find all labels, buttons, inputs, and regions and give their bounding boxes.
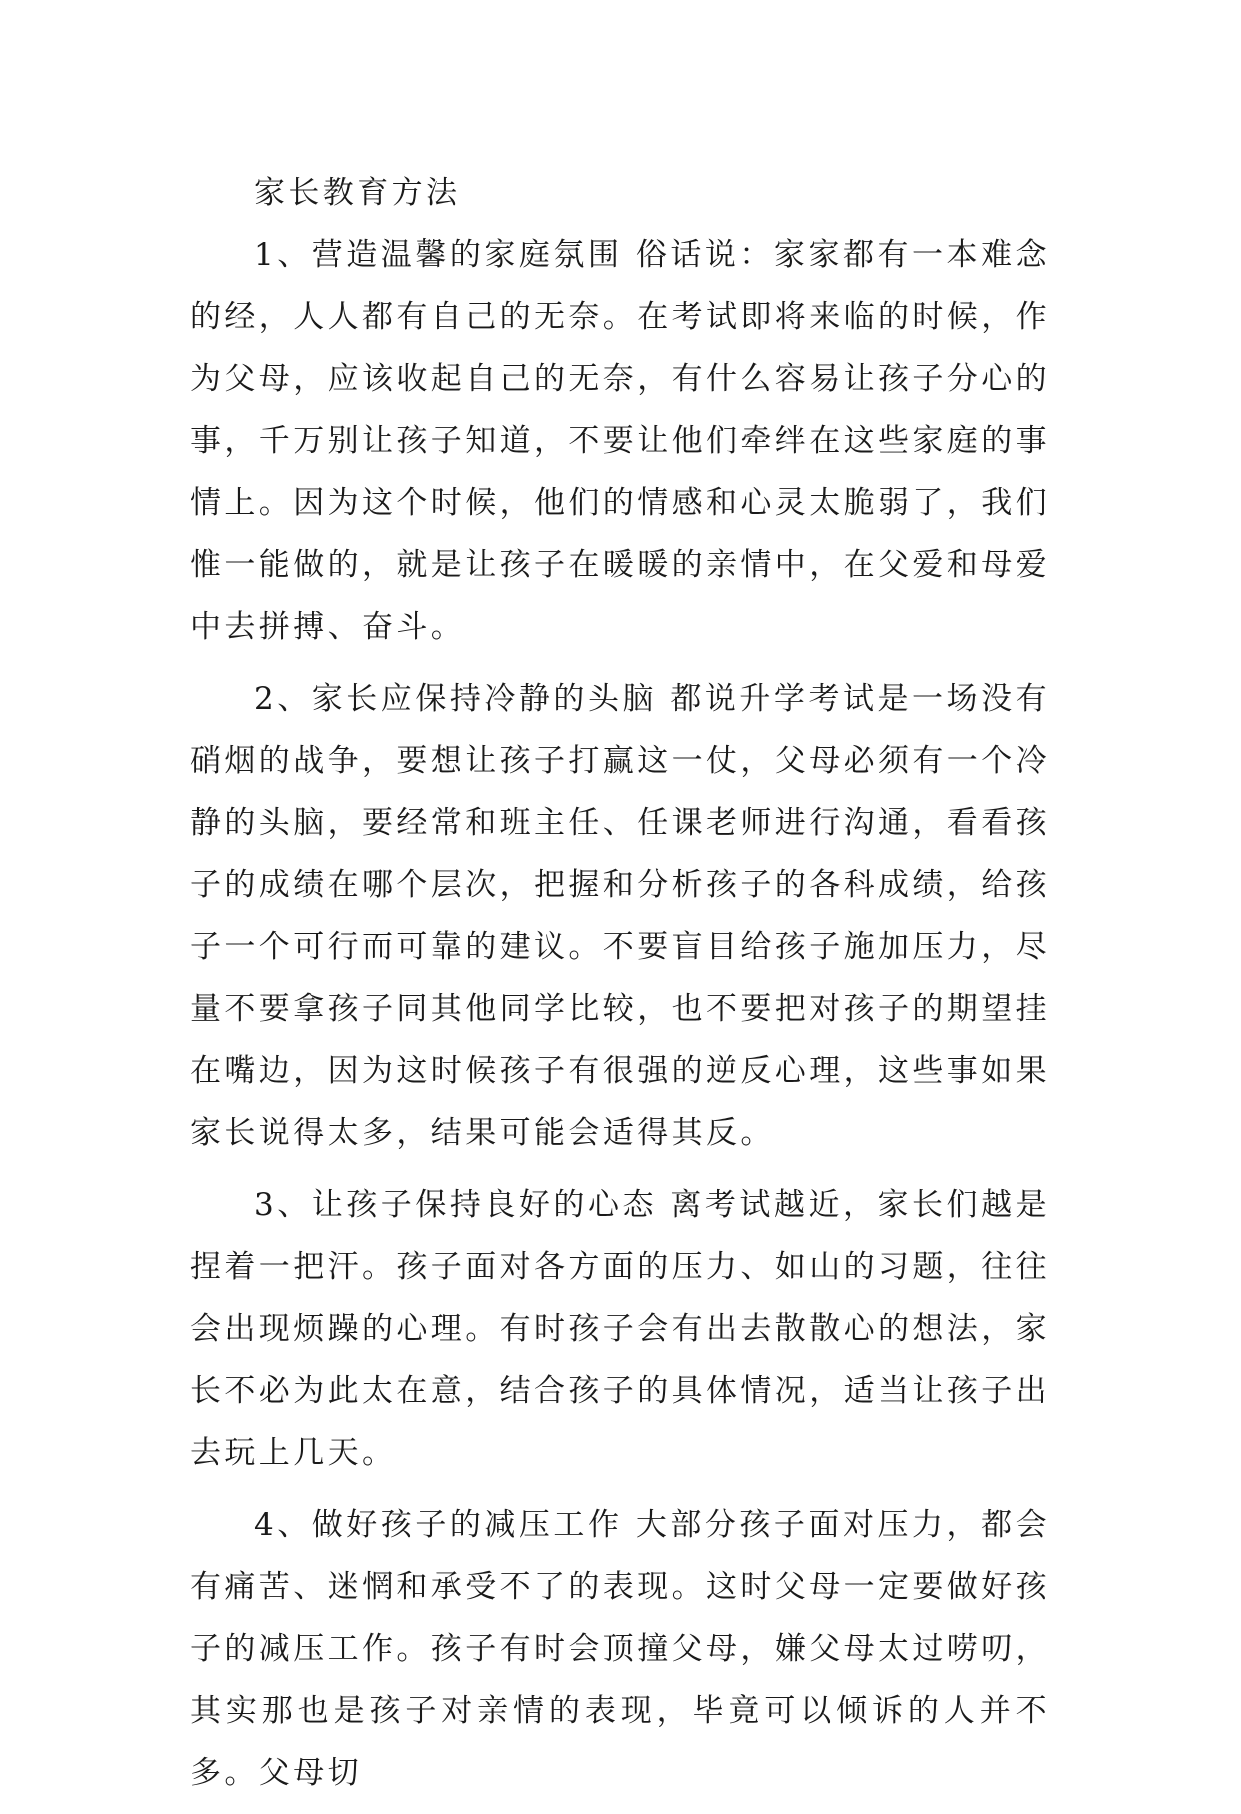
document-title: 家长教育方法 [254, 175, 461, 211]
paragraph-4: 4、做好孩子的减压工作 大部分孩子面对压力，都会有痛苦、迷惘和承受不了的表现。这时父母一定要做好孩子的减压工作。孩子有时会顶撞父母，嫌父母太过唠叨，其实那也是孩子对亲情的表现，毕竟可以倾诉的人并不多。父母切 [190, 1507, 1050, 1791]
paragraph-1: 1、营造温馨的家庭氛围 俗话说：家家都有一本难念的经，人人都有自己的无奈。在考试即将来临的时候，作为父母，应该收起自己的无奈，有什么容易让孩子分心的事，千万别让孩子知道，不要让他们牵绊在这些家庭的事情上。因为这个时候，他们的情感和心灵太脆弱了，我们惟一能做的，就是让孩子在暖暖的亲情中，在父爱和母爱中去拼搏、奋斗。 [190, 237, 1050, 645]
paragraph-3: 3、让孩子保持良好的心态 离考试越近，家长们越是捏着一把汗。孩子面对各方面的压力、如山的习题，往往会出现烦躁的心理。有时孩子会有出去散散心的想法，家长不必为此太在意，结合孩子的具体情况，适当让孩子出去玩上几天。 [190, 1187, 1050, 1471]
document-body [190, 162, 1050, 1814]
paragraph-2: 2、家长应保持冷静的头脑 都说升学考试是一场没有硝烟的战争，要想让孩子打赢这一仗，父母必须有一个冷静的头脑，要经常和班主任、任课老师进行沟通，看看孩子的成绩在哪个层次，把握和分析孩子的各科成绩，给孩子一个可行而可靠的建议。不要盲目给孩子施加压力，尽量不要拿孩子同其他同学比较，也不要把对孩子的期望挂在嘴边，因为这时候孩子有很强的逆反心理，这些事如果家长说得太多，结果可能会适得其反。 [190, 681, 1050, 1151]
